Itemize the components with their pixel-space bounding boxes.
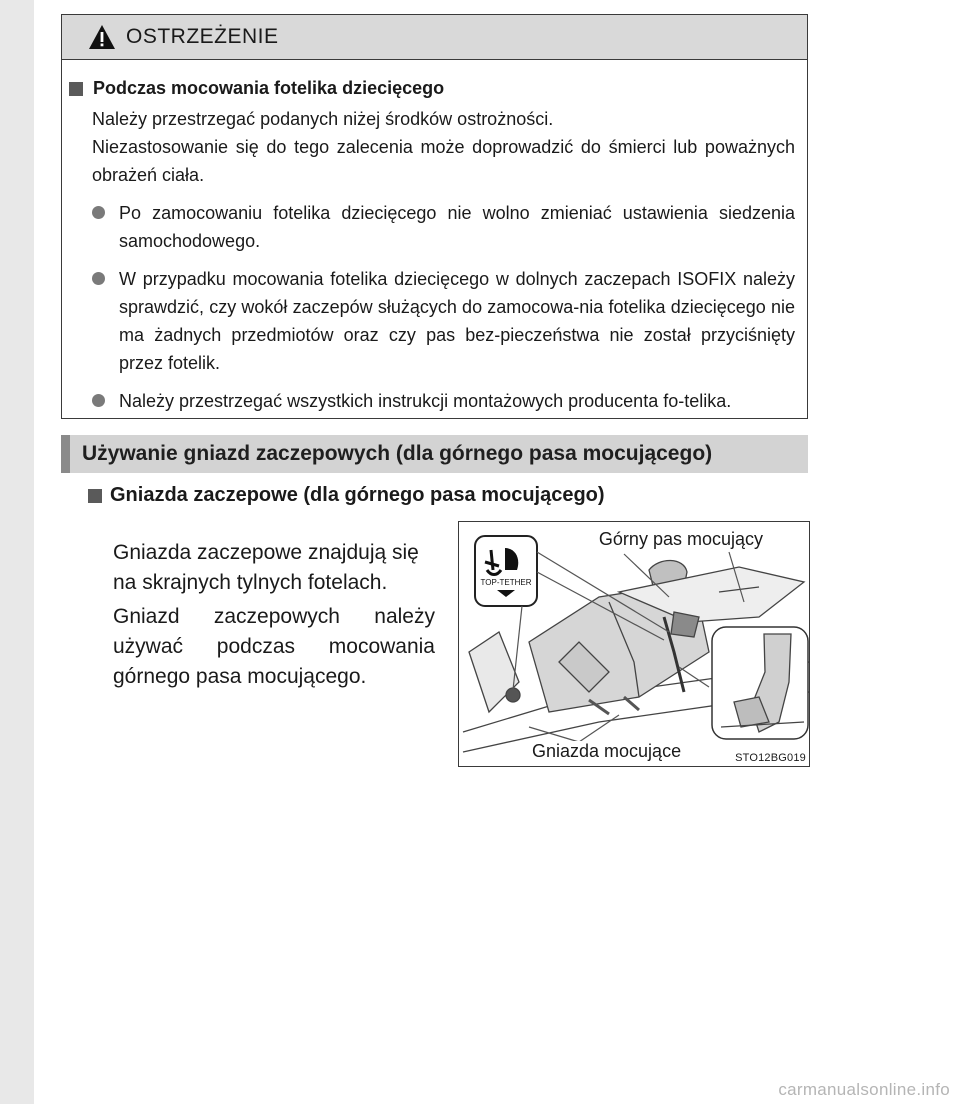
top-tether-badge-icon [475,536,537,606]
badge-text: TOP-TETHER [480,578,532,587]
site-watermark: carmanualsonline.info [778,1080,950,1099]
rear-seat-illustration [459,522,810,767]
warning-bullet-text: Po zamocowaniu fotelika dziecięcego nie wolno zmieniać ustawienia siedzenia samochodowego. [119,203,795,251]
body-paragraph-usage: Gniazd zaczepowych należy używać podczas mocowania górnego pasa mocującego. [113,605,435,688]
warning-header [62,15,807,60]
section-title: Używanie gniazd zaczepowych (dla górnego pasa mocującego) [82,442,713,465]
page-margin-strip [0,0,34,1104]
warning-box [61,14,808,419]
round-bullet-icon [92,394,105,407]
detail-inset [712,627,808,739]
round-bullet-icon [92,272,105,285]
anchor-illustration [458,521,810,767]
square-bullet-icon [69,82,83,96]
warning-intro-1: Należy przestrzegać podanych niżej środków ostrożności. [92,109,554,129]
warning-bullet [92,265,795,377]
figure-code: STO12BG019 [735,752,806,764]
body-paragraph-location: Gniazda zaczepowe znajdują się na skrajnych tylnych fotelach. [113,541,419,594]
warning-bullet-text: Należy przestrzegać wszystkich instrukcji montażowych producenta fo-telika. [119,391,732,411]
sub-heading [88,484,605,507]
warning-heading [69,78,795,99]
label-anchor-brackets: Gniazda mocujące [532,741,682,761]
warning-title: OSTRZEŻENIE [126,25,279,48]
sub-heading-text: Gniazda zaczepowe (dla górnego pasa mocującego) [110,484,605,506]
warning-intro-2: Niezastosowanie się do tego zalecenia może doprowadzić do śmierci lub poważnych obrażeń ciała. [92,137,795,185]
warning-triangle-icon [88,24,116,50]
round-bullet-icon [92,206,105,219]
warning-bullet [92,387,795,415]
warning-content [62,60,807,415]
label-upper-tether: Górny pas mocujący [598,529,763,549]
section-banner [61,435,808,473]
warning-bullet-text: W przypadku mocowania fotelika dziecięcego w dolnych zaczepach ISOFIX należy sprawdzić, czy wokół zaczepów służących do zamocowa-nia fotelika dziecięcego nie ma żadnych przedmiotów oraz czy pas bez-pieczeństwa nie został przyciśnięty przez fotelik. [119,269,795,373]
warning-bullet [92,199,795,255]
square-bullet-icon [88,489,102,503]
warning-heading-text: Podczas mocowania fotelika dziecięcego [93,78,445,98]
